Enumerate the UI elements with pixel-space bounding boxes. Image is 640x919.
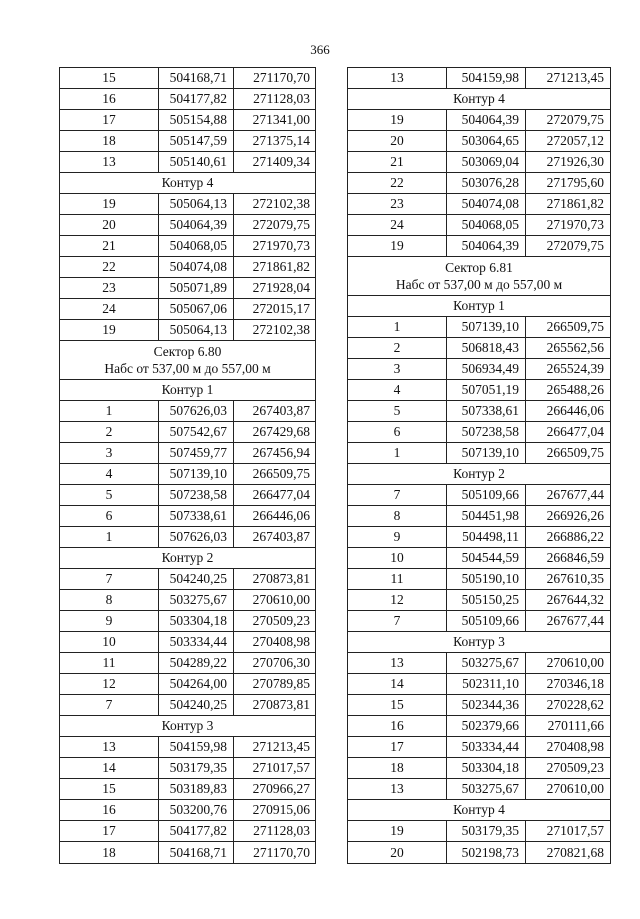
- point-number-cell: 17: [102, 112, 116, 127]
- point-number-cell: 18: [390, 760, 404, 775]
- table-row: [348, 611, 610, 632]
- x-coordinate-cell: 504159,98: [158, 737, 233, 757]
- sector-title: Сектор 6.81: [445, 260, 513, 275]
- x-coordinate-cell: 503076,28: [446, 173, 525, 193]
- x-coordinate-cell: 504264,00: [158, 674, 233, 694]
- x-coordinate-cell: 507139,10: [446, 443, 525, 463]
- table-row: [348, 110, 610, 131]
- x-coordinate-cell: 507238,58: [446, 422, 525, 442]
- y-coordinate-cell: 271170,70: [233, 68, 315, 88]
- x-coordinate-cell: 504289,22: [158, 653, 233, 673]
- table-row: [348, 173, 610, 194]
- y-coordinate-cell: 270346,18: [525, 674, 610, 694]
- y-coordinate-cell: 270873,81: [233, 569, 315, 589]
- x-coordinate-cell: 503179,35: [446, 821, 525, 841]
- table-row: [348, 131, 610, 152]
- table-row: [60, 299, 315, 320]
- point-number-cell: 15: [102, 781, 116, 796]
- table-row: [60, 236, 315, 257]
- point-number-cell: 8: [105, 592, 113, 607]
- x-coordinate-cell: 507139,10: [158, 464, 233, 484]
- point-number-cell: 7: [105, 697, 113, 712]
- point-number-cell: 6: [105, 508, 113, 523]
- table-row: [348, 695, 610, 716]
- point-number-cell: 20: [390, 133, 404, 148]
- contour-header: Контур 4: [348, 89, 610, 110]
- contour-header: Контур 1: [348, 296, 610, 317]
- x-coordinate-cell: 503275,67: [446, 653, 525, 673]
- point-number-cell: 16: [390, 718, 404, 733]
- point-number-cell: 19: [102, 322, 116, 337]
- y-coordinate-cell: 271017,57: [233, 758, 315, 778]
- y-coordinate-cell: 271928,04: [233, 278, 315, 298]
- table-row: [348, 359, 610, 380]
- table-row: [348, 380, 610, 401]
- y-coordinate-cell: 267677,44: [525, 611, 610, 631]
- x-coordinate-cell: 504064,39: [446, 236, 525, 256]
- y-coordinate-cell: 266477,04: [233, 485, 315, 505]
- y-coordinate-cell: 272079,75: [525, 110, 610, 130]
- table-row: [348, 443, 610, 464]
- y-coordinate-cell: 272015,17: [233, 299, 315, 319]
- point-number-cell: 20: [102, 217, 116, 232]
- x-coordinate-cell: 504074,08: [158, 257, 233, 277]
- y-coordinate-cell: 271128,03: [233, 821, 315, 841]
- point-number-cell: 5: [105, 487, 113, 502]
- table-row: [60, 194, 315, 215]
- x-coordinate-cell: 504177,82: [158, 89, 233, 109]
- table-row: [60, 320, 315, 341]
- table-row: [60, 131, 315, 152]
- point-number-cell: 4: [393, 382, 401, 397]
- y-coordinate-cell: 267677,44: [525, 485, 610, 505]
- x-coordinate-cell: 505109,66: [446, 611, 525, 631]
- table-row: [60, 89, 315, 110]
- coordinates-table-left: [59, 67, 316, 864]
- x-coordinate-cell: 504498,11: [446, 527, 525, 547]
- point-number-cell: 14: [102, 760, 116, 775]
- point-number-cell: 18: [102, 844, 116, 860]
- point-number-cell: 17: [102, 823, 116, 838]
- x-coordinate-cell: 506934,49: [446, 359, 525, 379]
- table-row: [60, 758, 315, 779]
- y-coordinate-cell: 271926,30: [525, 152, 610, 172]
- x-coordinate-cell: 505150,25: [446, 590, 525, 610]
- table-row: [60, 821, 315, 842]
- y-coordinate-cell: 272057,12: [525, 131, 610, 151]
- table-row: [60, 611, 315, 632]
- point-number-cell: 19: [102, 196, 116, 211]
- x-coordinate-cell: 503069,04: [446, 152, 525, 172]
- point-number-cell: 4: [105, 466, 113, 481]
- contour-header: Контур 2: [348, 464, 610, 485]
- point-number-cell: 5: [393, 403, 401, 418]
- table-row: [348, 716, 610, 737]
- table-row: [348, 338, 610, 359]
- coordinates-table-right: [347, 67, 611, 864]
- x-coordinate-cell: 502344,36: [446, 695, 525, 715]
- y-coordinate-cell: 271795,60: [525, 173, 610, 193]
- x-coordinate-cell: 502379,66: [446, 716, 525, 736]
- y-coordinate-cell: 267429,68: [233, 422, 315, 442]
- contour-header: Контур 1: [60, 380, 315, 401]
- y-coordinate-cell: 267644,32: [525, 590, 610, 610]
- table-row: [348, 215, 610, 236]
- table-row: [348, 506, 610, 527]
- table-row: [348, 590, 610, 611]
- x-coordinate-cell: 505067,06: [158, 299, 233, 319]
- sector-title: Сектор 6.80: [153, 344, 222, 359]
- point-number-cell: 13: [390, 70, 404, 85]
- y-coordinate-cell: 270966,27: [233, 779, 315, 799]
- x-coordinate-cell: 504074,08: [446, 194, 525, 214]
- point-number-cell: 7: [393, 487, 401, 502]
- point-number-cell: 23: [102, 280, 116, 295]
- y-coordinate-cell: 266446,06: [233, 506, 315, 526]
- x-coordinate-cell: 503275,67: [446, 779, 525, 799]
- x-coordinate-cell: 507338,61: [446, 401, 525, 421]
- table-row: [348, 194, 610, 215]
- table-row: [348, 779, 610, 800]
- table-row: [348, 842, 610, 863]
- y-coordinate-cell: 270789,85: [233, 674, 315, 694]
- x-coordinate-cell: 505109,66: [446, 485, 525, 505]
- x-coordinate-cell: 505147,59: [158, 131, 233, 151]
- x-coordinate-cell: 503064,65: [446, 131, 525, 151]
- point-number-cell: 12: [390, 592, 404, 607]
- point-number-cell: 19: [390, 238, 404, 253]
- x-coordinate-cell: 504068,05: [446, 215, 525, 235]
- y-coordinate-cell: 270610,00: [233, 590, 315, 610]
- table-row: [60, 779, 315, 800]
- table-row: [60, 215, 315, 236]
- point-number-cell: 10: [390, 550, 404, 565]
- table-row: [60, 506, 315, 527]
- x-coordinate-cell: 507626,03: [158, 401, 233, 421]
- table-row: [348, 236, 610, 257]
- x-coordinate-cell: 507238,58: [158, 485, 233, 505]
- y-coordinate-cell: 270509,23: [233, 611, 315, 631]
- point-number-cell: 21: [102, 238, 116, 253]
- table-row: [60, 800, 315, 821]
- table-row: [60, 422, 315, 443]
- point-number-cell: 7: [105, 571, 113, 586]
- x-coordinate-cell: 504168,71: [158, 68, 233, 88]
- y-coordinate-cell: 266846,59: [525, 548, 610, 568]
- table-row: [60, 842, 315, 863]
- y-coordinate-cell: 267610,35: [525, 569, 610, 589]
- point-number-cell: 11: [102, 655, 116, 670]
- y-coordinate-cell: 266509,75: [525, 443, 610, 463]
- x-coordinate-cell: 507139,10: [446, 317, 525, 337]
- y-coordinate-cell: 271970,73: [525, 215, 610, 235]
- point-number-cell: 23: [390, 196, 404, 211]
- point-number-cell: 13: [102, 739, 116, 754]
- x-coordinate-cell: 505140,61: [158, 152, 233, 172]
- point-number-cell: 22: [390, 175, 404, 190]
- point-number-cell: 6: [393, 424, 401, 439]
- x-coordinate-cell: 504064,39: [158, 215, 233, 235]
- y-coordinate-cell: 266886,22: [525, 527, 610, 547]
- y-coordinate-cell: 272079,75: [233, 215, 315, 235]
- table-row: [60, 695, 315, 716]
- table-row: [60, 737, 315, 758]
- table-row: [348, 485, 610, 506]
- x-coordinate-cell: 505154,88: [158, 110, 233, 130]
- point-number-cell: 1: [393, 445, 401, 460]
- y-coordinate-cell: 271970,73: [233, 236, 315, 256]
- point-number-cell: 8: [393, 508, 401, 523]
- point-number-cell: 9: [105, 613, 113, 628]
- point-number-cell: 2: [105, 424, 113, 439]
- x-coordinate-cell: 507459,77: [158, 443, 233, 463]
- x-coordinate-cell: 504068,05: [158, 236, 233, 256]
- point-number-cell: 16: [102, 802, 116, 817]
- y-coordinate-cell: 270610,00: [525, 653, 610, 673]
- table-row: [348, 401, 610, 422]
- point-number-cell: 12: [102, 676, 116, 691]
- y-coordinate-cell: 271170,70: [233, 842, 315, 863]
- x-coordinate-cell: 504451,98: [446, 506, 525, 526]
- point-number-cell: 10: [102, 634, 116, 649]
- y-coordinate-cell: 271213,45: [525, 68, 610, 88]
- x-coordinate-cell: 503334,44: [446, 737, 525, 757]
- y-coordinate-cell: 270610,00: [525, 779, 610, 799]
- point-number-cell: 20: [390, 844, 404, 860]
- x-coordinate-cell: 502198,73: [446, 842, 525, 863]
- point-number-cell: 13: [102, 154, 116, 169]
- table-row: [348, 737, 610, 758]
- y-coordinate-cell: 265524,39: [525, 359, 610, 379]
- y-coordinate-cell: 272079,75: [525, 236, 610, 256]
- y-coordinate-cell: 271409,34: [233, 152, 315, 172]
- x-coordinate-cell: 503334,44: [158, 632, 233, 652]
- table-row: [348, 758, 610, 779]
- y-coordinate-cell: 266509,75: [525, 317, 610, 337]
- point-number-cell: 3: [393, 361, 401, 376]
- x-coordinate-cell: 503304,18: [446, 758, 525, 778]
- y-coordinate-cell: 271128,03: [233, 89, 315, 109]
- y-coordinate-cell: 271017,57: [525, 821, 610, 841]
- point-number-cell: 1: [393, 319, 401, 334]
- point-number-cell: 24: [390, 217, 404, 232]
- table-row: [60, 485, 315, 506]
- table-row: [60, 152, 315, 173]
- contour-header: Контур 4: [60, 173, 315, 194]
- point-number-cell: 15: [102, 70, 116, 85]
- table-row: [348, 152, 610, 173]
- point-number-cell: 15: [390, 697, 404, 712]
- y-coordinate-cell: 270821,68: [525, 842, 610, 863]
- y-coordinate-cell: 266509,75: [233, 464, 315, 484]
- x-coordinate-cell: 503189,83: [158, 779, 233, 799]
- point-number-cell: 9: [393, 529, 401, 544]
- table-row: [60, 443, 315, 464]
- y-coordinate-cell: 271861,82: [233, 257, 315, 277]
- table-row: [60, 632, 315, 653]
- y-coordinate-cell: 272102,38: [233, 194, 315, 214]
- point-number-cell: 24: [102, 301, 116, 316]
- x-coordinate-cell: 503179,35: [158, 758, 233, 778]
- y-coordinate-cell: 267403,87: [233, 527, 315, 547]
- y-coordinate-cell: 266446,06: [525, 401, 610, 421]
- y-coordinate-cell: 272102,38: [233, 320, 315, 340]
- table-row: [348, 422, 610, 443]
- x-coordinate-cell: 504240,25: [158, 695, 233, 715]
- x-coordinate-cell: 503200,76: [158, 800, 233, 820]
- table-row: [348, 527, 610, 548]
- y-coordinate-cell: 266926,26: [525, 506, 610, 526]
- y-coordinate-cell: 270706,30: [233, 653, 315, 673]
- sector-header: [348, 257, 610, 296]
- sector-height-range: Набс от 537,00 м до 557,00 м: [395, 277, 563, 292]
- x-coordinate-cell: 504544,59: [446, 548, 525, 568]
- table-row: [348, 548, 610, 569]
- x-coordinate-cell: 503275,67: [158, 590, 233, 610]
- table-row: [60, 68, 315, 89]
- x-coordinate-cell: 507051,19: [446, 380, 525, 400]
- y-coordinate-cell: 270408,98: [525, 737, 610, 757]
- y-coordinate-cell: 270873,81: [233, 695, 315, 715]
- x-coordinate-cell: 505190,10: [446, 569, 525, 589]
- x-coordinate-cell: 504168,71: [158, 842, 233, 863]
- y-coordinate-cell: 266477,04: [525, 422, 610, 442]
- x-coordinate-cell: 507338,61: [158, 506, 233, 526]
- x-coordinate-cell: 507542,67: [158, 422, 233, 442]
- contour-header: Контур 4: [348, 800, 610, 821]
- x-coordinate-cell: 505064,13: [158, 194, 233, 214]
- contour-header: Контур 3: [348, 632, 610, 653]
- x-coordinate-cell: 505071,89: [158, 278, 233, 298]
- y-coordinate-cell: 270228,62: [525, 695, 610, 715]
- y-coordinate-cell: 270408,98: [233, 632, 315, 652]
- point-number-cell: 22: [102, 259, 116, 274]
- point-number-cell: 1: [105, 529, 113, 544]
- table-row: [348, 653, 610, 674]
- x-coordinate-cell: 503304,18: [158, 611, 233, 631]
- point-number-cell: 18: [102, 133, 116, 148]
- y-coordinate-cell: 271341,00: [233, 110, 315, 130]
- point-number-cell: 11: [390, 571, 404, 586]
- table-row: [60, 464, 315, 485]
- point-number-cell: 1: [105, 403, 113, 418]
- table-row: [348, 821, 610, 842]
- table-row: [60, 653, 315, 674]
- y-coordinate-cell: 265562,56: [525, 338, 610, 358]
- y-coordinate-cell: 271861,82: [525, 194, 610, 214]
- x-coordinate-cell: 506818,43: [446, 338, 525, 358]
- point-number-cell: 16: [102, 91, 116, 106]
- x-coordinate-cell: 502311,10: [446, 674, 525, 694]
- point-number-cell: 7: [393, 613, 401, 628]
- table-row: [60, 401, 315, 422]
- y-coordinate-cell: 271375,14: [233, 131, 315, 151]
- point-number-cell: 13: [390, 781, 404, 796]
- y-coordinate-cell: 270915,06: [233, 800, 315, 820]
- table-row: [60, 590, 315, 611]
- x-coordinate-cell: 504064,39: [446, 110, 525, 130]
- table-row: [60, 527, 315, 548]
- y-coordinate-cell: 271213,45: [233, 737, 315, 757]
- table-row: [60, 674, 315, 695]
- contour-header: Контур 3: [60, 716, 315, 737]
- x-coordinate-cell: 504177,82: [158, 821, 233, 841]
- sector-height-range: Набс от 537,00 м до 557,00 м: [104, 361, 271, 376]
- table-row: [348, 569, 610, 590]
- table-row: [348, 68, 610, 89]
- table-row: [348, 317, 610, 338]
- page-number: 366: [310, 42, 330, 57]
- y-coordinate-cell: 270111,66: [525, 716, 610, 736]
- contour-header: Контур 2: [60, 548, 315, 569]
- point-number-cell: 3: [105, 445, 113, 460]
- point-number-cell: 17: [390, 739, 404, 754]
- point-number-cell: 13: [390, 655, 404, 670]
- point-number-cell: 21: [390, 154, 404, 169]
- x-coordinate-cell: 505064,13: [158, 320, 233, 340]
- x-coordinate-cell: 504159,98: [446, 68, 525, 88]
- point-number-cell: 14: [390, 676, 404, 691]
- table-row: [60, 110, 315, 131]
- x-coordinate-cell: 504240,25: [158, 569, 233, 589]
- point-number-cell: 2: [393, 340, 401, 355]
- table-row: [60, 278, 315, 299]
- table-row: [60, 257, 315, 278]
- point-number-cell: 19: [390, 823, 404, 838]
- y-coordinate-cell: 267456,94: [233, 443, 315, 463]
- point-number-cell: 19: [390, 112, 404, 127]
- y-coordinate-cell: 270509,23: [525, 758, 610, 778]
- y-coordinate-cell: 265488,26: [525, 380, 610, 400]
- table-row: [60, 569, 315, 590]
- y-coordinate-cell: 267403,87: [233, 401, 315, 421]
- x-coordinate-cell: 507626,03: [158, 527, 233, 547]
- sector-header: [60, 341, 315, 380]
- table-row: [348, 674, 610, 695]
